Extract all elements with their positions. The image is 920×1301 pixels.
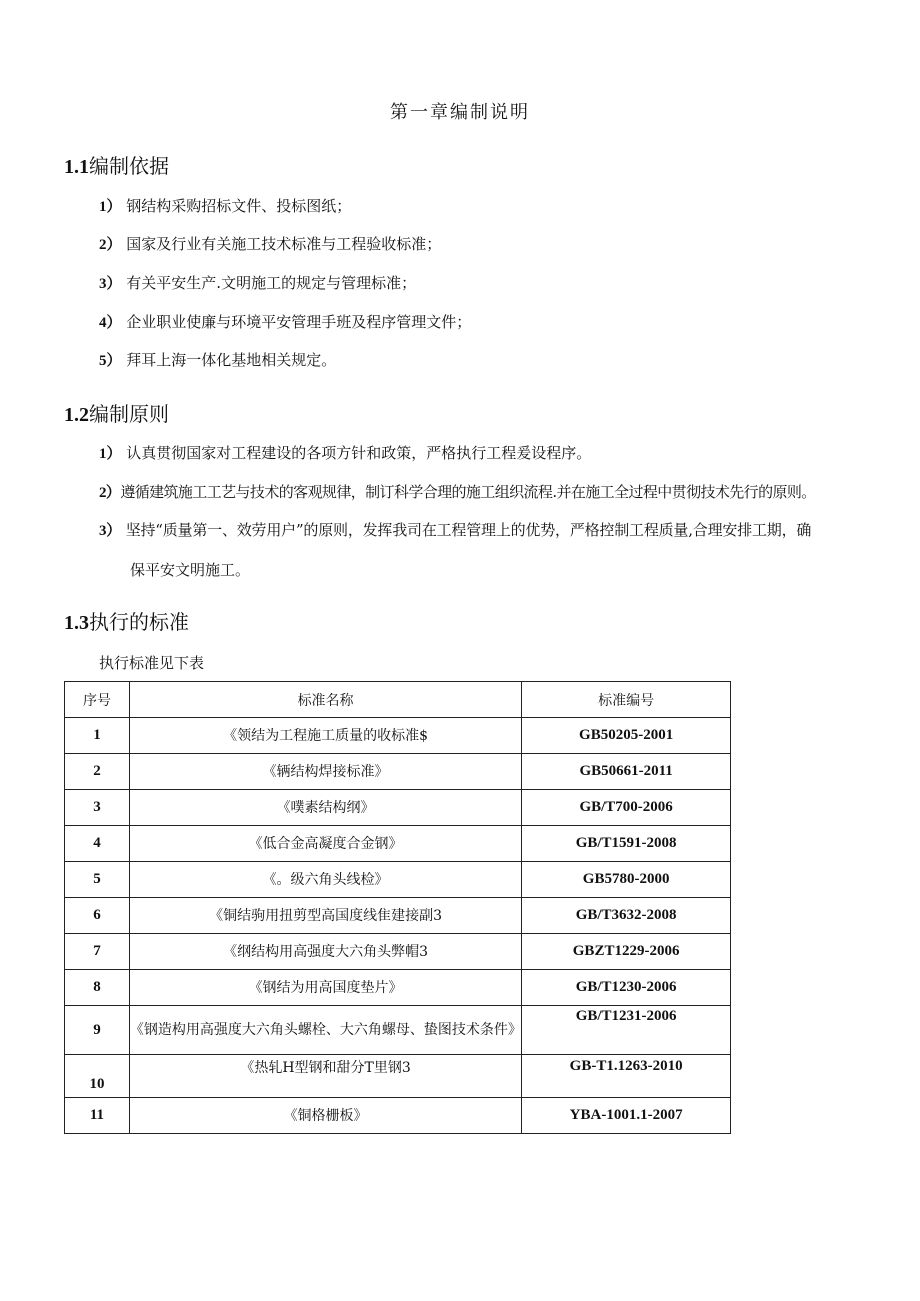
item-text: 企业职业使廉与环境平安管理手班及程序管理文件； xyxy=(126,313,472,331)
cell-code: GB/T700-2006 xyxy=(522,790,731,826)
section-heading-1-2 xyxy=(64,398,169,427)
table-row xyxy=(65,934,731,970)
cell-code: YBA-1001.1-2007 xyxy=(522,1098,731,1134)
item-index: 3） xyxy=(99,523,122,539)
item-index: 3） xyxy=(99,276,122,292)
cell-name: 《。级六角头线检》 xyxy=(129,862,521,898)
section-number: 1.3 xyxy=(64,612,89,634)
cell-no: 9 xyxy=(65,1006,130,1055)
table-row xyxy=(65,826,731,862)
cell-no: 2 xyxy=(65,754,130,790)
cell-name: 《钢结为用高国度垫片》 xyxy=(129,970,521,1006)
cell-no: 10 xyxy=(65,1055,130,1098)
cell-name: 《热轧H型钢和甜分T里钢3 xyxy=(129,1055,521,1098)
table-row xyxy=(65,1006,731,1055)
item-index: 2） xyxy=(99,237,122,253)
cell-code: GB50205-2001 xyxy=(522,718,731,754)
section-title: 编制原则 xyxy=(89,402,169,426)
cell-no: 1 xyxy=(65,718,130,754)
section-heading-1-3 xyxy=(64,606,189,635)
list-item xyxy=(99,312,471,333)
list-item xyxy=(99,520,811,541)
cell-name: 《铜格栅板》 xyxy=(129,1098,521,1134)
cell-code: GB5780-2000 xyxy=(522,862,731,898)
cell-code: GB/T3632-2008 xyxy=(522,898,731,934)
item-index: 2） xyxy=(99,485,121,501)
chapter-title: 第一章编制说明 xyxy=(390,102,530,123)
table-row xyxy=(65,970,731,1006)
cell-code: GB/T1231-2006 xyxy=(522,1006,731,1055)
table-row xyxy=(65,862,731,898)
table-row xyxy=(65,898,731,934)
section-heading-1-1 xyxy=(64,150,169,179)
list-item xyxy=(99,196,351,217)
list-item xyxy=(99,350,336,371)
header-no: 序号 xyxy=(65,682,130,718)
list-item xyxy=(99,482,816,503)
list-item xyxy=(99,234,441,255)
table-row xyxy=(65,754,731,790)
cell-name: 《低合金高凝度合金钢》 xyxy=(129,826,521,862)
list-item xyxy=(99,273,416,294)
table-row xyxy=(65,1055,731,1098)
cell-no: 11 xyxy=(65,1098,130,1134)
section-title: 执行的标准 xyxy=(89,610,189,634)
cell-code: GBZT1229-2006 xyxy=(522,934,731,970)
cell-no: 8 xyxy=(65,970,130,1006)
item-text: 拜耳上海一体化基地相关规定。 xyxy=(126,351,337,369)
item-text: 遵循建筑施工工艺与技术的客观规律，制订科学合理的施工组织流程.并在施工全过程中贯彻技术先行的原则。 xyxy=(120,483,816,501)
cell-name: 《铜结驹用扭剪型高国度线隹建接副3 xyxy=(129,898,521,934)
table-row xyxy=(65,718,731,754)
header-name: 标准名称 xyxy=(129,682,521,718)
table-caption: 执行标准见下表 xyxy=(99,654,205,672)
item-text: 认真贯彻国家对工程建设的各项方针和政策，严格执行工程爰设程序。 xyxy=(126,444,592,462)
table-header-row xyxy=(65,682,731,718)
section-title: 编制依据 xyxy=(89,154,169,178)
cell-code: GB-T1.1263-2010 xyxy=(522,1055,731,1098)
list-item xyxy=(99,443,591,464)
cell-no: 6 xyxy=(65,898,130,934)
cell-name: 《钢造构用高强度大六角头螺栓、大六角螺母、蛰图技术条件》 xyxy=(129,1006,521,1055)
item-text: 有关平安生产.文明施工的规定与管理标准； xyxy=(126,274,417,292)
item-index: 1） xyxy=(99,446,122,462)
cell-name: 《纲结构用高强度大六角头弊帽3 xyxy=(129,934,521,970)
cell-code: GB50661-2011 xyxy=(522,754,731,790)
cell-name: 《辆结构焊接标准》 xyxy=(129,754,521,790)
cell-no: 3 xyxy=(65,790,130,826)
cell-name: 《噗素结构纲》 xyxy=(129,790,521,826)
item-text: 国家及行业有关施工技术标准与工程验收标准； xyxy=(126,235,442,253)
table-row xyxy=(65,790,731,826)
cell-no: 5 xyxy=(65,862,130,898)
cell-code: GB/T1591-2008 xyxy=(522,826,731,862)
item-text: 坚持“质量第一、效劳用户”的原则，发挥我司在工程管理上的优势，严格控制工程质量,合理安排工期，确 xyxy=(125,521,812,539)
item-index: 1） xyxy=(99,199,122,215)
item-index: 4） xyxy=(99,315,122,331)
table-row xyxy=(65,1098,731,1134)
cell-no: 4 xyxy=(65,826,130,862)
header-code: 标准编号 xyxy=(522,682,731,718)
standards-table xyxy=(64,681,731,1134)
list-item-continuation: 保平安文明施工。 xyxy=(130,561,251,579)
cell-name: 《领结为工程施工质量的收标准$ xyxy=(129,718,521,754)
cell-no: 7 xyxy=(65,934,130,970)
item-index: 5） xyxy=(99,353,122,369)
section-number: 1.2 xyxy=(64,404,89,426)
cell-code: GB/T1230-2006 xyxy=(522,970,731,1006)
section-number: 1.1 xyxy=(64,156,89,178)
item-text: 钢结构采购招标文件、投标图纸； xyxy=(126,197,352,215)
